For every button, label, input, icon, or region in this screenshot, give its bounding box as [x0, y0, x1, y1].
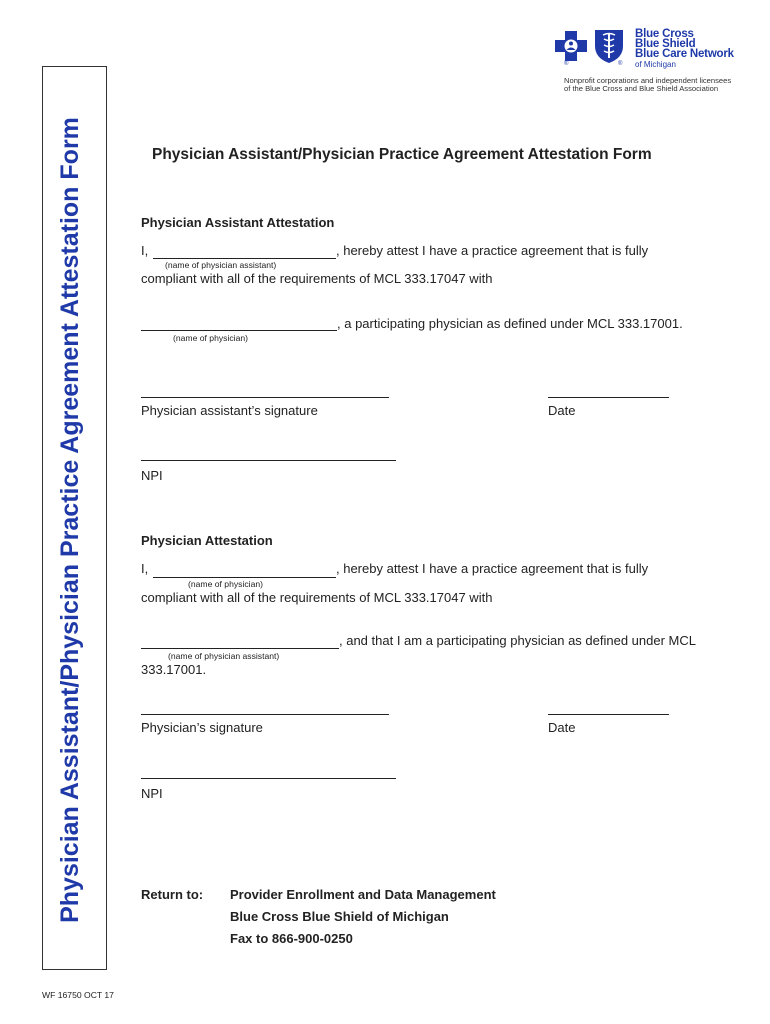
return-fax: Fax to 866-900-0250 [230, 931, 353, 946]
brand-name-line1: Blue Cross [635, 28, 694, 40]
pa-name-caption: (name of physician assistant) [165, 260, 277, 270]
pa-i-prefix: I, [141, 243, 149, 258]
pa-physician-name-field[interactable] [141, 330, 337, 331]
physician-participating-cont: 333.17001. [141, 662, 207, 677]
physician-pa-name-field[interactable] [141, 648, 339, 649]
physician-signature-field[interactable] [141, 714, 389, 715]
physician-i-prefix: I, [141, 561, 149, 576]
pa-physician-name-caption: (name of physician) [173, 333, 248, 343]
physician-name-field[interactable] [153, 577, 336, 578]
return-address-line1: Provider Enrollment and Data Management [230, 887, 496, 902]
pa-signature-label: Physician assistant’s signature [141, 403, 318, 418]
physician-date-field[interactable] [548, 714, 669, 715]
return-address-line2: Blue Cross Blue Shield of Michigan [230, 909, 449, 924]
page-title: Physician Assistant/Physician Practice Agreement Attestation Form [152, 146, 652, 163]
brand-name-line2: Blue Shield [635, 38, 696, 50]
nonprofit-note-line1: Nonprofit corporations and independent licensees [564, 76, 732, 85]
physician-attest-text: , hereby attest I have a practice agreement that is fully [336, 561, 649, 576]
physician-name-caption: (name of physician) [188, 579, 263, 589]
pa-date-label: Date [548, 403, 576, 418]
reg-mark: ® [618, 61, 623, 67]
pa-section-heading: Physician Assistant Attestation [141, 215, 335, 230]
brand-name-line3: Blue Care Network [635, 48, 734, 60]
brand-name-line4: of Michigan [635, 60, 676, 69]
reg-mark: ® [564, 61, 569, 67]
pa-name-field[interactable] [153, 258, 336, 259]
sidebar-title: Physician Assistant/Physician Practice Agreement Attestation Form [56, 117, 84, 923]
pa-npi-field[interactable] [141, 460, 396, 461]
physician-pa-name-caption: (name of physician assistant) [168, 651, 280, 661]
form-number: WF 16750 OCT 17 [42, 990, 114, 1000]
blue-cross-logo-icon [554, 30, 588, 62]
physician-npi-field[interactable] [141, 778, 396, 779]
physician-section-heading: Physician Attestation [141, 533, 273, 548]
physician-date-label: Date [548, 720, 576, 735]
pa-attest-text: , hereby attest I have a practice agreement that is fully [336, 243, 649, 258]
pa-date-field[interactable] [548, 397, 669, 398]
physician-participating-text: , and that I am a participating physician as defined under MCL [339, 633, 696, 648]
blue-shield-logo-icon [593, 28, 625, 64]
physician-compliant-text: compliant with all of the requirements of MCL 333.17047 with [141, 590, 493, 605]
pa-signature-field[interactable] [141, 397, 389, 398]
pa-npi-label: NPI [141, 468, 163, 483]
pa-participating-text: , a participating physician as defined under MCL 333.17001. [337, 316, 683, 331]
return-label: Return to: [141, 887, 204, 902]
pa-compliant-text: compliant with all of the requirements of MCL 333.17047 with [141, 271, 493, 286]
nonprofit-note-line2: of the Blue Cross and Blue Shield Association [564, 84, 719, 93]
physician-signature-label: Physician’s signature [141, 720, 263, 735]
physician-npi-label: NPI [141, 786, 163, 801]
